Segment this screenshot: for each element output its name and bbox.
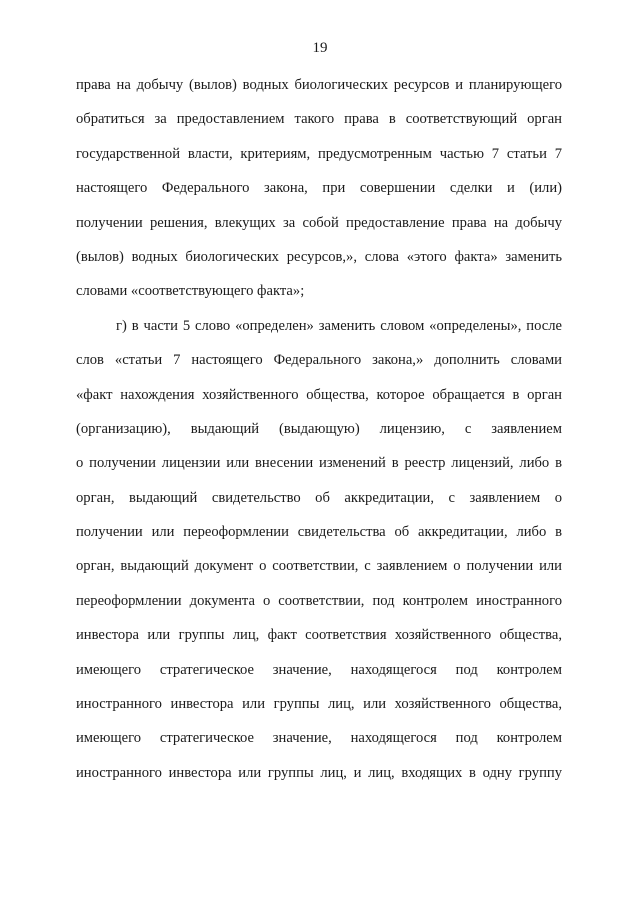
text-line: иностранного инвестора или группы лиц, или хозяйственного общества,	[76, 696, 562, 713]
text-line: получении или переоформлении свидетельства об аккредитации, либо в	[76, 524, 562, 541]
text-line: (организацию), выдающий (выдающую) лицензию, с заявлением	[76, 420, 562, 437]
text-line: получении решения, влекущих за собой предоставление права на добычу	[76, 214, 562, 231]
text-line: слов «статьи 7 настоящего Федерального закона,» дополнить словами	[76, 352, 562, 369]
text-line: имеющего стратегическое значение, находящегося под контролем	[76, 730, 562, 747]
text-line: права на добычу (вылов) водных биологических ресурсов и планирующего	[76, 77, 562, 93]
text-line: переоформлении документа о соответствии, под контролем иностранного	[76, 592, 562, 609]
text-line: инвестора или группы лиц, факт соответствия хозяйственного общества,	[76, 627, 562, 644]
text-line: иностранного инвестора или группы лиц, и лиц, входящих в одну группу	[76, 764, 562, 781]
text-line: словами «соответствующего факта»;	[76, 283, 305, 300]
page-number: 19	[312, 40, 328, 56]
text-line: государственной власти, критериям, предусмотренным частью 7 статьи 7	[76, 145, 562, 162]
document-body	[76, 75, 562, 797]
text-line: обратиться за предоставлением такого права в соответствующий орган	[76, 111, 562, 128]
text-line: имеющего стратегическое значение, находящегося под контролем	[76, 661, 562, 678]
text-line: (вылов) водных биологических ресурсов,», слова «этого факта» заменить	[76, 248, 562, 265]
text-line: орган, выдающий свидетельство об аккредитации, с заявлением о	[76, 489, 562, 506]
text-line: г) в части 5 слово «определен» заменить словом «определены», после	[116, 317, 562, 334]
text-line: орган, выдающий документ о соответствии, с заявлением о получении или	[76, 558, 562, 575]
text-line: «факт нахождения хозяйственного общества, которое обращается в орган	[76, 386, 562, 403]
text-line: настоящего Федерального закона, при совершении сделки и (или)	[76, 180, 562, 197]
text-line: о получении лицензии или внесении изменений в реестр лицензий, либо в	[76, 455, 562, 472]
